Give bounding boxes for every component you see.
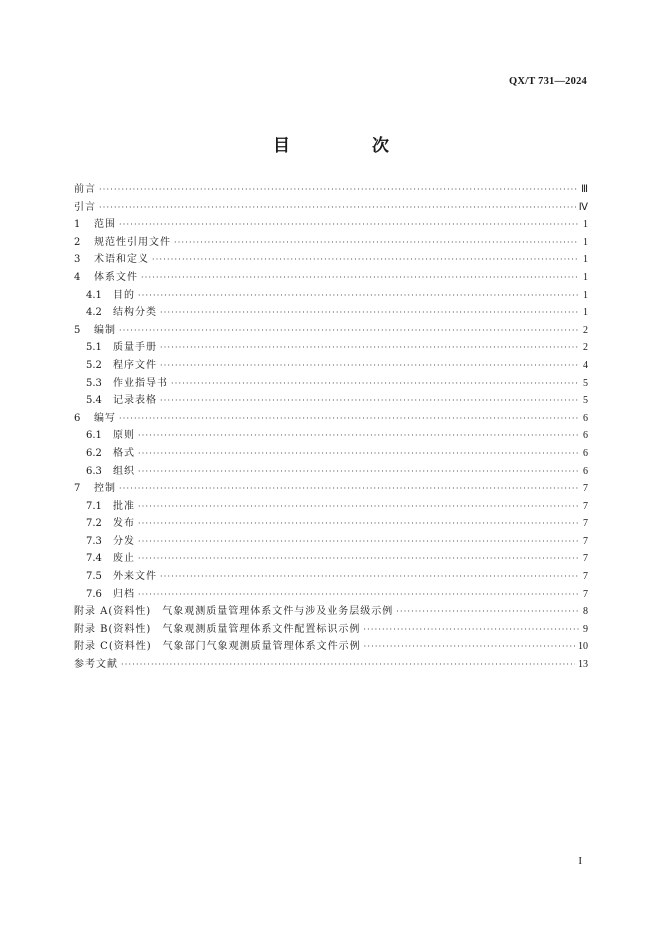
toc-dot-leader bbox=[138, 550, 579, 568]
toc-entry-title: 前言 bbox=[74, 184, 96, 195]
toc-dot-leader bbox=[119, 410, 579, 428]
toc-entry[interactable] bbox=[74, 269, 588, 287]
toc-entry-title: 结构分类 bbox=[113, 307, 157, 319]
toc-dot-leader bbox=[121, 656, 575, 674]
toc-entry-title: 体系文件 bbox=[94, 271, 138, 283]
toc-entry-title: 质量手册 bbox=[113, 342, 157, 354]
toc-dot-leader bbox=[99, 181, 578, 199]
toc-dot-leader bbox=[138, 515, 579, 533]
toc-entry-number: 7.1 bbox=[86, 500, 102, 512]
toc-entry[interactable] bbox=[74, 234, 588, 252]
toc-entry-number: 6.2 bbox=[86, 447, 102, 459]
toc-entry-title: 目的 bbox=[113, 289, 135, 301]
toc-entry-page: 1 bbox=[583, 254, 588, 266]
toc-entry[interactable] bbox=[74, 515, 588, 533]
toc-entry-title: 分发 bbox=[113, 535, 135, 547]
toc-entry-title: 附录 B(资料性) 气象观测质量管理体系文件配置标识示例 bbox=[74, 623, 361, 635]
toc-entry-number: 2 bbox=[74, 236, 81, 248]
toc-entry-page: 13 bbox=[578, 659, 588, 671]
toc-entry-number: 4 bbox=[74, 271, 81, 283]
toc-entry-page: 1 bbox=[583, 307, 588, 319]
toc-dot-leader bbox=[138, 498, 579, 516]
toc-entry-title: 外来文件 bbox=[113, 571, 157, 583]
toc-entry-title: 范围 bbox=[94, 219, 116, 231]
toc-entry-title: 编制 bbox=[94, 324, 116, 336]
toc-entry[interactable] bbox=[74, 550, 588, 568]
toc-entry[interactable] bbox=[74, 357, 588, 375]
toc-entry[interactable] bbox=[74, 375, 588, 393]
toc-entry-page: 7 bbox=[583, 588, 588, 600]
toc-dot-leader bbox=[119, 216, 579, 234]
toc-entry[interactable] bbox=[74, 304, 588, 322]
toc-entry-number: 5.2 bbox=[86, 359, 102, 371]
toc-entry[interactable] bbox=[74, 216, 588, 234]
toc-entry-page: 4 bbox=[583, 359, 588, 371]
toc-dot-leader bbox=[138, 445, 579, 463]
toc-entry-title: 参考文献 bbox=[74, 659, 118, 671]
toc-entry-title: 程序文件 bbox=[113, 359, 157, 371]
toc-entry[interactable] bbox=[74, 586, 588, 604]
toc-dot-leader bbox=[160, 357, 579, 375]
toc-entry[interactable] bbox=[74, 533, 588, 551]
toc-entry-number: 7.5 bbox=[86, 571, 102, 583]
toc-entry-title: 归档 bbox=[113, 588, 135, 600]
toc-entry-number: 7.3 bbox=[86, 535, 102, 547]
toc-entry[interactable] bbox=[74, 445, 588, 463]
toc-dot-leader bbox=[174, 234, 579, 252]
toc-entry-page: 5 bbox=[583, 395, 588, 407]
toc-entry-number: 6.1 bbox=[86, 430, 102, 442]
toc-entry-page: 1 bbox=[583, 271, 588, 283]
toc-entry-page: 7 bbox=[583, 571, 588, 583]
page-number: I bbox=[578, 855, 582, 867]
toc-dot-leader bbox=[171, 375, 579, 393]
toc-entry-page: 10 bbox=[578, 641, 588, 653]
toc-entry-page: 7 bbox=[583, 518, 588, 530]
toc-dot-leader bbox=[99, 199, 576, 217]
toc-dot-leader bbox=[138, 463, 579, 481]
toc-entry-number: 7.2 bbox=[86, 518, 102, 530]
toc-entry-page: 2 bbox=[583, 342, 588, 354]
toc-entry[interactable] bbox=[74, 568, 588, 586]
toc-entry-title: 发布 bbox=[113, 518, 135, 530]
toc-dot-leader bbox=[160, 339, 579, 357]
toc-entry-page: 1 bbox=[583, 219, 588, 231]
toc-entry-title: 作业指导书 bbox=[113, 377, 168, 389]
toc-entry-title: 控制 bbox=[94, 483, 116, 495]
toc-entry-page: 5 bbox=[583, 377, 588, 389]
toc-entry-number: 5.4 bbox=[86, 395, 102, 407]
toc-dot-leader bbox=[160, 568, 579, 586]
page-title: 目 次 bbox=[273, 136, 427, 156]
toc-dot-leader bbox=[364, 638, 575, 656]
toc-dot-leader bbox=[138, 586, 579, 604]
toc-entry[interactable] bbox=[74, 603, 588, 621]
toc-entry[interactable] bbox=[74, 392, 588, 410]
toc-entry-title: 术语和定义 bbox=[94, 254, 149, 266]
toc-entry-page: 7 bbox=[583, 483, 588, 495]
toc-entry-number: 6.3 bbox=[86, 465, 102, 477]
toc-dot-leader bbox=[119, 322, 579, 340]
toc-entry-number: 7.4 bbox=[86, 553, 102, 565]
toc-entry-page: 7 bbox=[583, 535, 588, 547]
toc-entry[interactable] bbox=[74, 339, 588, 357]
toc-entry[interactable] bbox=[74, 638, 588, 656]
toc-entry-page: 1 bbox=[583, 236, 588, 248]
toc-entry-page: 7 bbox=[583, 553, 588, 565]
toc-entry-title: 废止 bbox=[113, 553, 135, 565]
toc-entry-page: Ⅳ bbox=[578, 201, 588, 213]
toc-entry-number: 3 bbox=[74, 254, 81, 266]
toc-entry-title: 批准 bbox=[113, 500, 135, 512]
toc-entry-number: 1 bbox=[74, 219, 81, 231]
toc-entry[interactable] bbox=[74, 181, 588, 199]
toc-entry-number: 7.6 bbox=[86, 588, 102, 600]
toc-entry[interactable] bbox=[74, 463, 588, 481]
toc-entry-number: 5.1 bbox=[86, 342, 102, 354]
toc-entry-title: 格式 bbox=[113, 447, 135, 459]
toc-dot-leader bbox=[119, 480, 579, 498]
toc-dot-leader bbox=[152, 251, 579, 269]
toc-entry-title: 组织 bbox=[113, 465, 135, 477]
toc-entry-page: 6 bbox=[583, 430, 588, 442]
toc-entry[interactable] bbox=[74, 656, 588, 674]
toc-dot-leader bbox=[160, 304, 579, 322]
toc-entry[interactable] bbox=[74, 251, 588, 269]
toc-entry[interactable] bbox=[74, 427, 588, 445]
toc-entry[interactable] bbox=[74, 199, 588, 217]
toc-dot-leader bbox=[138, 427, 579, 445]
toc-entry-title: 记录表格 bbox=[113, 395, 157, 407]
toc-entry[interactable] bbox=[74, 480, 588, 498]
toc-entry-page: 6 bbox=[583, 447, 588, 459]
toc-entry-page: Ⅲ bbox=[581, 184, 588, 195]
toc-entry-page: 7 bbox=[583, 500, 588, 512]
toc-entry[interactable] bbox=[74, 287, 588, 305]
toc-entry-title: 附录 C(资料性) 气象部门气象观测质量管理体系文件示例 bbox=[74, 641, 361, 653]
document-code: QX/T 731—2024 bbox=[509, 76, 587, 87]
toc-entry[interactable] bbox=[74, 322, 588, 340]
toc-entry-title: 附录 A(资料性) 气象观测质量管理体系文件与涉及业务层级示例 bbox=[74, 606, 394, 618]
toc-dot-leader bbox=[141, 269, 579, 287]
toc-entry-page: 9 bbox=[583, 623, 588, 635]
toc-entry-page: 6 bbox=[583, 412, 588, 424]
toc-entry-page: 6 bbox=[583, 465, 588, 477]
toc-entry-number: 5.3 bbox=[86, 377, 102, 389]
toc-dot-leader bbox=[138, 533, 579, 551]
toc-entry-number: 7 bbox=[74, 483, 81, 495]
table-of-contents bbox=[74, 181, 588, 674]
toc-entry-number: 5 bbox=[74, 324, 81, 336]
toc-dot-leader bbox=[396, 603, 579, 621]
toc-entry-number: 6 bbox=[74, 412, 81, 424]
toc-entry-title: 原则 bbox=[113, 430, 135, 442]
toc-entry-page: 8 bbox=[583, 606, 588, 618]
toc-entry-page: 1 bbox=[583, 289, 588, 301]
toc-entry-title: 编写 bbox=[94, 412, 116, 424]
toc-entry[interactable] bbox=[74, 498, 588, 516]
toc-dot-leader bbox=[363, 621, 579, 639]
toc-entry-page: 2 bbox=[583, 324, 588, 336]
toc-dot-leader bbox=[138, 287, 579, 305]
toc-dot-leader bbox=[160, 392, 579, 410]
toc-entry-title: 规范性引用文件 bbox=[94, 236, 171, 248]
toc-entry[interactable] bbox=[74, 410, 588, 428]
toc-entry[interactable] bbox=[74, 621, 588, 639]
toc-entry-title: 引言 bbox=[74, 201, 96, 213]
toc-entry-number: 4.1 bbox=[86, 289, 102, 301]
toc-entry-number: 4.2 bbox=[86, 307, 102, 319]
